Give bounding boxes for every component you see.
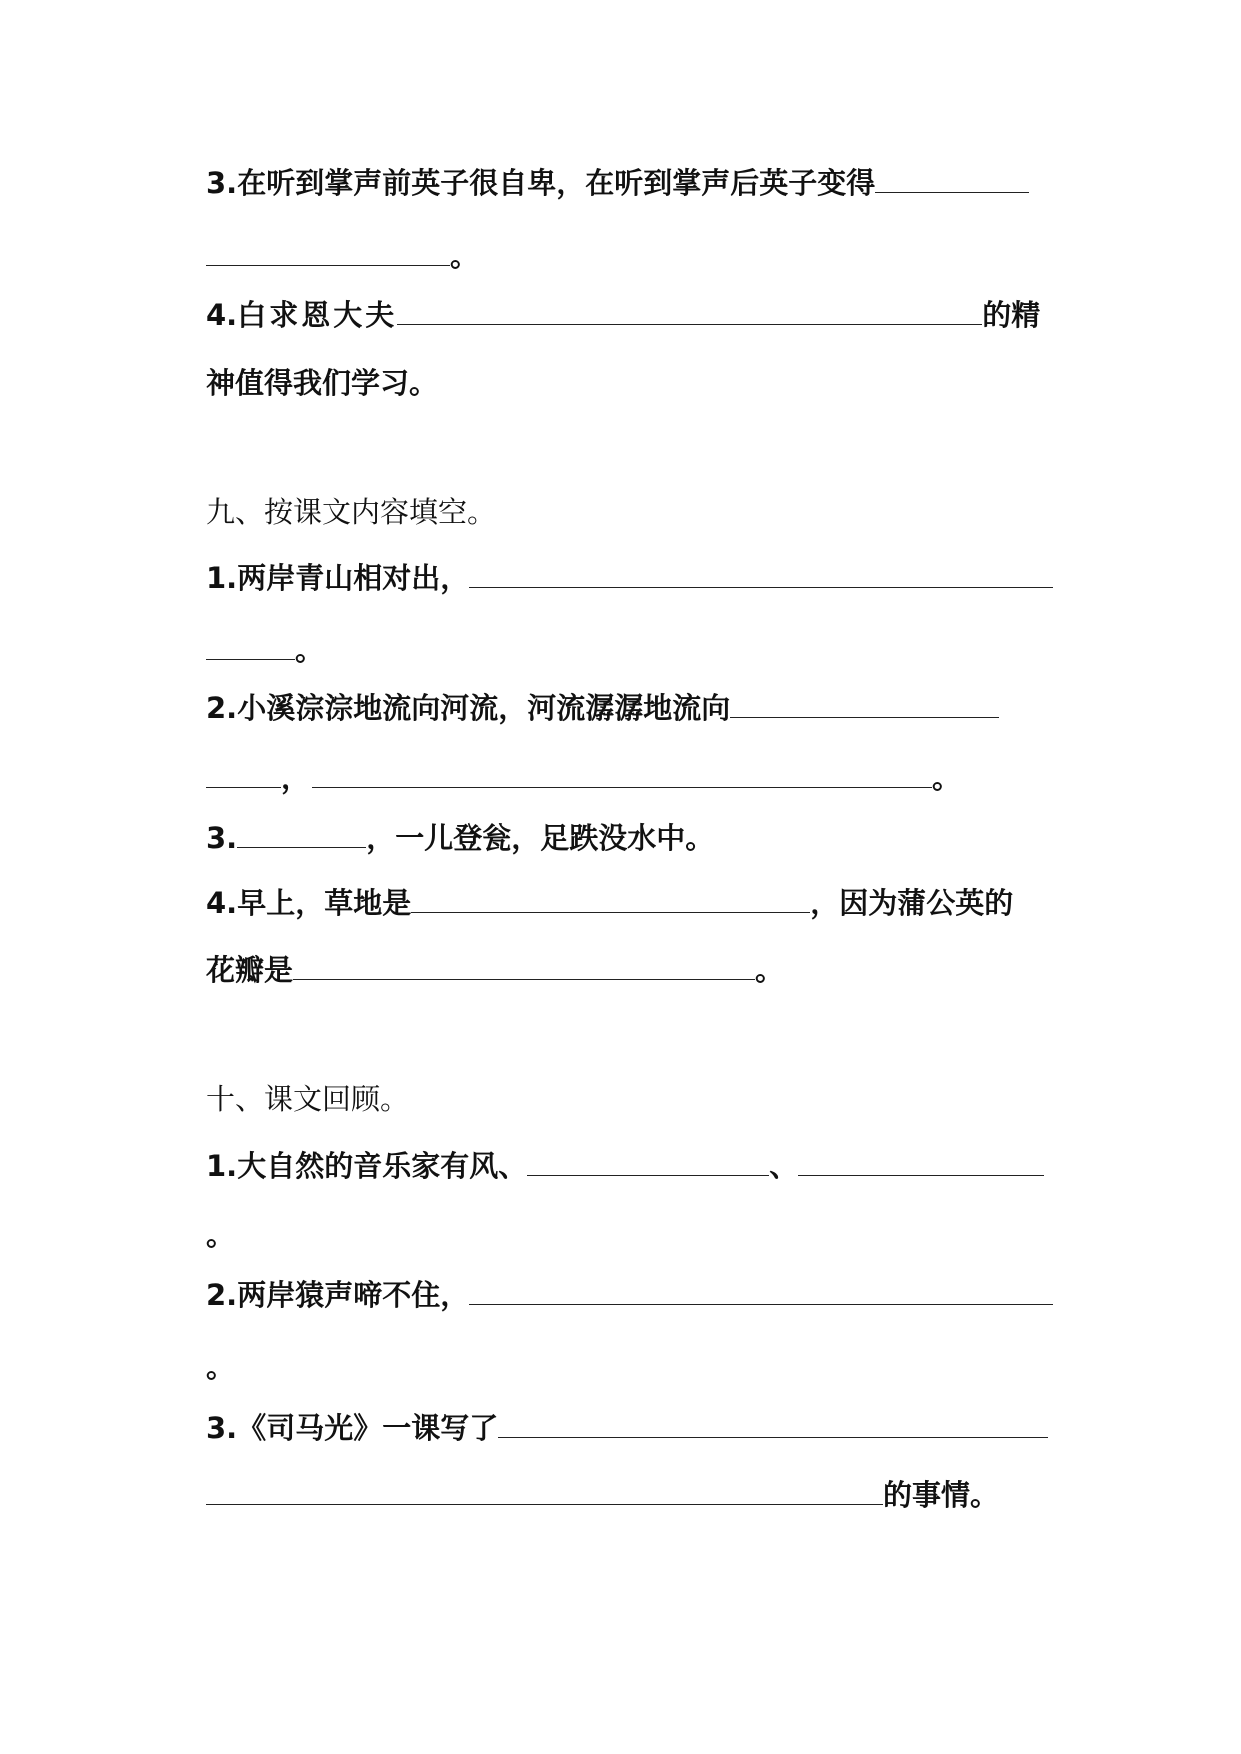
answer-blank[interactable]	[527, 1149, 769, 1176]
s8-q4-cont	[206, 365, 438, 401]
s8-q4	[206, 297, 1040, 333]
question-text: 《司马光》一课写了	[237, 1411, 499, 1445]
answer-blank[interactable]	[397, 298, 982, 325]
s9-q1-cont	[206, 632, 324, 668]
answer-blank[interactable]	[469, 1278, 1053, 1305]
question-text: 花瓣是	[206, 953, 294, 987]
answer-blank[interactable]	[498, 1411, 1048, 1438]
question-number: 2.	[206, 691, 238, 725]
s10-q1-cont	[206, 1217, 235, 1253]
question-text: ，一儿登瓮，足跌没水中。	[366, 821, 715, 855]
punctuation: ，	[281, 761, 311, 795]
question-text: ，因为蒲公英的	[810, 886, 1014, 920]
answer-blank[interactable]	[206, 761, 281, 788]
punctuation: 。	[206, 1350, 236, 1384]
answer-blank[interactable]	[411, 886, 810, 913]
answer-blank[interactable]	[206, 1478, 883, 1505]
s9-q4	[206, 885, 1013, 921]
answer-blank[interactable]	[312, 761, 932, 788]
question-number: 1.	[206, 561, 238, 595]
question-text: 神值得我们学习。	[206, 366, 439, 400]
s9-q3	[206, 820, 714, 856]
s8-q3-cont	[206, 238, 479, 274]
section-9-title: 九、按课文内容填空。	[206, 495, 497, 529]
punctuation: 。	[932, 761, 962, 795]
s10-q1	[206, 1148, 1044, 1184]
punctuation: 。	[755, 953, 785, 987]
question-text: 在听到掌声前英子很自卑，在听到掌声后英子变得	[237, 166, 876, 200]
question-number: 2.	[206, 1278, 238, 1312]
s10-q3-cont	[206, 1477, 999, 1513]
answer-blank[interactable]	[293, 953, 755, 980]
s10-q2	[206, 1277, 1053, 1313]
s9-q4-cont	[206, 952, 784, 988]
answer-blank[interactable]	[730, 691, 999, 718]
section-10-title: 十、课文回顾。	[206, 1082, 410, 1116]
question-number: 3.	[206, 821, 238, 855]
s8-q3	[206, 165, 1029, 201]
question-number: 3.	[206, 1411, 238, 1445]
s9-q2	[206, 690, 999, 726]
punctuation: 、	[769, 1149, 799, 1183]
question-number: 1.	[206, 1149, 238, 1183]
answer-blank[interactable]	[798, 1149, 1044, 1176]
question-text: 两岸猿声啼不住，	[237, 1278, 470, 1312]
answer-blank[interactable]	[469, 561, 1053, 588]
punctuation: 。	[206, 1218, 236, 1252]
s9-q2-cont	[206, 760, 961, 796]
answer-blank[interactable]	[875, 166, 1029, 193]
question-text: 白求恩大夫	[237, 298, 398, 332]
question-text: 的事情。	[883, 1478, 1000, 1512]
question-text: 早上，草地是	[237, 886, 412, 920]
s9-q1	[206, 560, 1053, 596]
question-text: 小溪淙淙地流向河流，河流潺潺地流向	[237, 691, 731, 725]
question-number: 4.	[206, 298, 238, 332]
s10-q2-cont	[206, 1349, 235, 1385]
answer-blank[interactable]	[206, 239, 450, 266]
punctuation: 。	[450, 239, 480, 273]
question-number: 4.	[206, 886, 238, 920]
answer-blank[interactable]	[237, 821, 366, 848]
question-number: 3.	[206, 166, 238, 200]
s10-q3	[206, 1410, 1048, 1446]
question-text: 的精	[982, 298, 1041, 332]
answer-blank[interactable]	[206, 633, 295, 660]
question-text: 大自然的音乐家有风、	[237, 1149, 528, 1183]
punctuation: 。	[295, 633, 325, 667]
question-text: 两岸青山相对出，	[237, 561, 470, 595]
